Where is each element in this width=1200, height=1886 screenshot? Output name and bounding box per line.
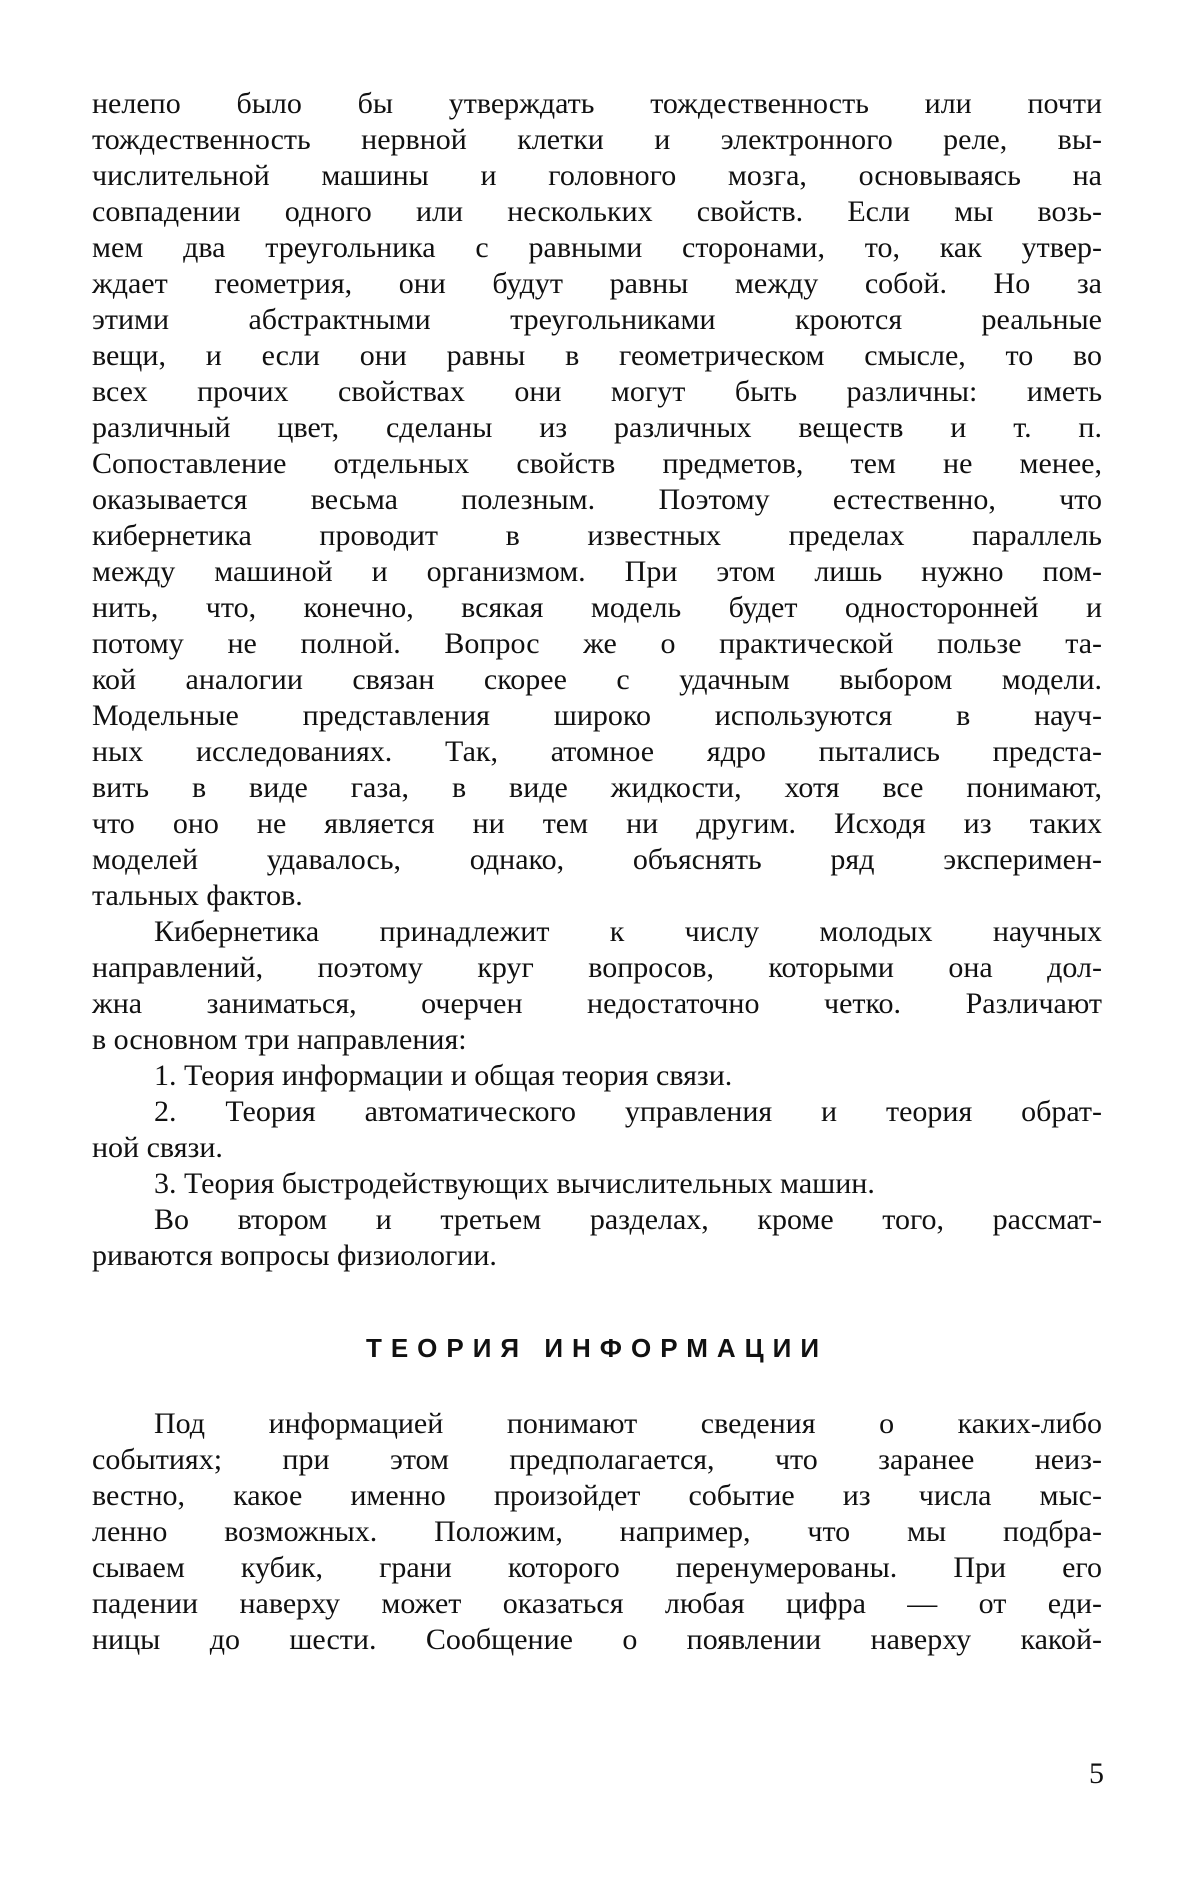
text-line: ницы до шести. Сообщение о появлении наверху какой- bbox=[92, 1623, 1102, 1656]
text-line: ждает геометрия, они будут равны между собой. Но за bbox=[92, 267, 1102, 300]
text-line: мем два треугольника с равными сторонами, то, как утвер- bbox=[92, 231, 1102, 264]
page-number: 5 bbox=[1089, 1757, 1104, 1790]
text-line: различный цвет, сделаны из различных веществ и т. п. bbox=[92, 411, 1102, 444]
text-line: тождественность нервной клетки и электронного реле, вы- bbox=[92, 123, 1102, 156]
text-line: вестно, какое именно произойдет событие из числа мыс- bbox=[92, 1479, 1102, 1512]
text-line: моделей удавалось, однако, объяснять ряд эксперимен- bbox=[92, 843, 1102, 876]
paragraph-4 bbox=[92, 1406, 1102, 1658]
list-item-1 bbox=[92, 1058, 1102, 1094]
text-line: ленно возможных. Положим, например, что мы подбра- bbox=[92, 1515, 1102, 1548]
list-item-2 bbox=[92, 1094, 1102, 1166]
text-line: риваются вопросы физиологии. bbox=[92, 1239, 497, 1272]
paragraph-2 bbox=[92, 914, 1102, 1058]
text-line: вить в виде газа, в виде жидкости, хотя все понимают, bbox=[92, 771, 1102, 804]
text-line: жна заниматься, очерчен недостаточно четко. Различают bbox=[92, 987, 1102, 1020]
text-line: нить, что, конечно, всякая модель будет односторонней и bbox=[92, 591, 1102, 624]
text-line: 1. Теория информации и общая теория связи. bbox=[154, 1059, 733, 1092]
text-line: потому не полной. Вопрос же о практической пользе та- bbox=[92, 627, 1102, 660]
text-line: нелепо было бы утверждать тождественность или почти bbox=[92, 87, 1102, 120]
text-line: Во втором и третьем разделах, кроме того, рассмат- bbox=[154, 1203, 1102, 1236]
text-line: вещи, и если они равны в геометрическом смысле, то во bbox=[92, 339, 1102, 372]
text-line: совпадении одного или нескольких свойств. Если мы возь- bbox=[92, 195, 1102, 228]
text-line: оказывается весьма полезным. Поэтому естественно, что bbox=[92, 483, 1102, 516]
text-line: тальных фактов. bbox=[92, 879, 303, 912]
text-line: Модельные представления широко используются в науч- bbox=[92, 699, 1102, 732]
section-heading: ТЕОРИЯ ИНФОРМАЦИИ bbox=[365, 1333, 829, 1363]
page-body bbox=[92, 86, 1102, 1658]
text-line: Кибернетика принадлежит к числу молодых научных bbox=[154, 915, 1102, 948]
list-item-3 bbox=[92, 1166, 1102, 1202]
text-line: 3. Теория быстродействующих вычислительных машин. bbox=[154, 1167, 875, 1200]
text-line: кибернетика проводит в известных пределах параллель bbox=[92, 519, 1102, 552]
text-line: Под информацией понимают сведения о каких-либо bbox=[154, 1407, 1102, 1440]
text-line: числительной машины и головного мозга, основываясь на bbox=[92, 159, 1102, 192]
text-line: ной связи. bbox=[92, 1131, 223, 1164]
text-line: этими абстрактными треугольниками кроются реальные bbox=[92, 303, 1102, 336]
text-line: ных исследованиях. Так, атомное ядро пытались предста- bbox=[92, 735, 1102, 768]
text-line: в основном три направления: bbox=[92, 1023, 467, 1056]
text-line: 2. Теория автоматического управления и теория обрат- bbox=[154, 1095, 1102, 1128]
text-line: сываем кубик, грани которого перенумерованы. При его bbox=[92, 1551, 1102, 1584]
text-line: кой аналогии связан скорее с удачным выбором модели. bbox=[92, 663, 1102, 696]
paragraph-1 bbox=[92, 86, 1102, 914]
text-line: Сопоставление отдельных свойств предметов, тем не менее, bbox=[92, 447, 1102, 480]
text-line: всех прочих свойствах они могут быть различны: иметь bbox=[92, 375, 1102, 408]
text-line: падении наверху может оказаться любая цифра — от еди- bbox=[92, 1587, 1102, 1620]
paragraph-3 bbox=[92, 1202, 1102, 1274]
text-line: направлений, поэтому круг вопросов, которыми она дол- bbox=[92, 951, 1102, 984]
text-line: событиях; при этом предполагается, что заранее неиз- bbox=[92, 1443, 1102, 1476]
text-line: что оно не является ни тем ни другим. Исходя из таких bbox=[92, 807, 1102, 840]
text-line: между машиной и организмом. При этом лишь нужно пом- bbox=[92, 555, 1102, 588]
